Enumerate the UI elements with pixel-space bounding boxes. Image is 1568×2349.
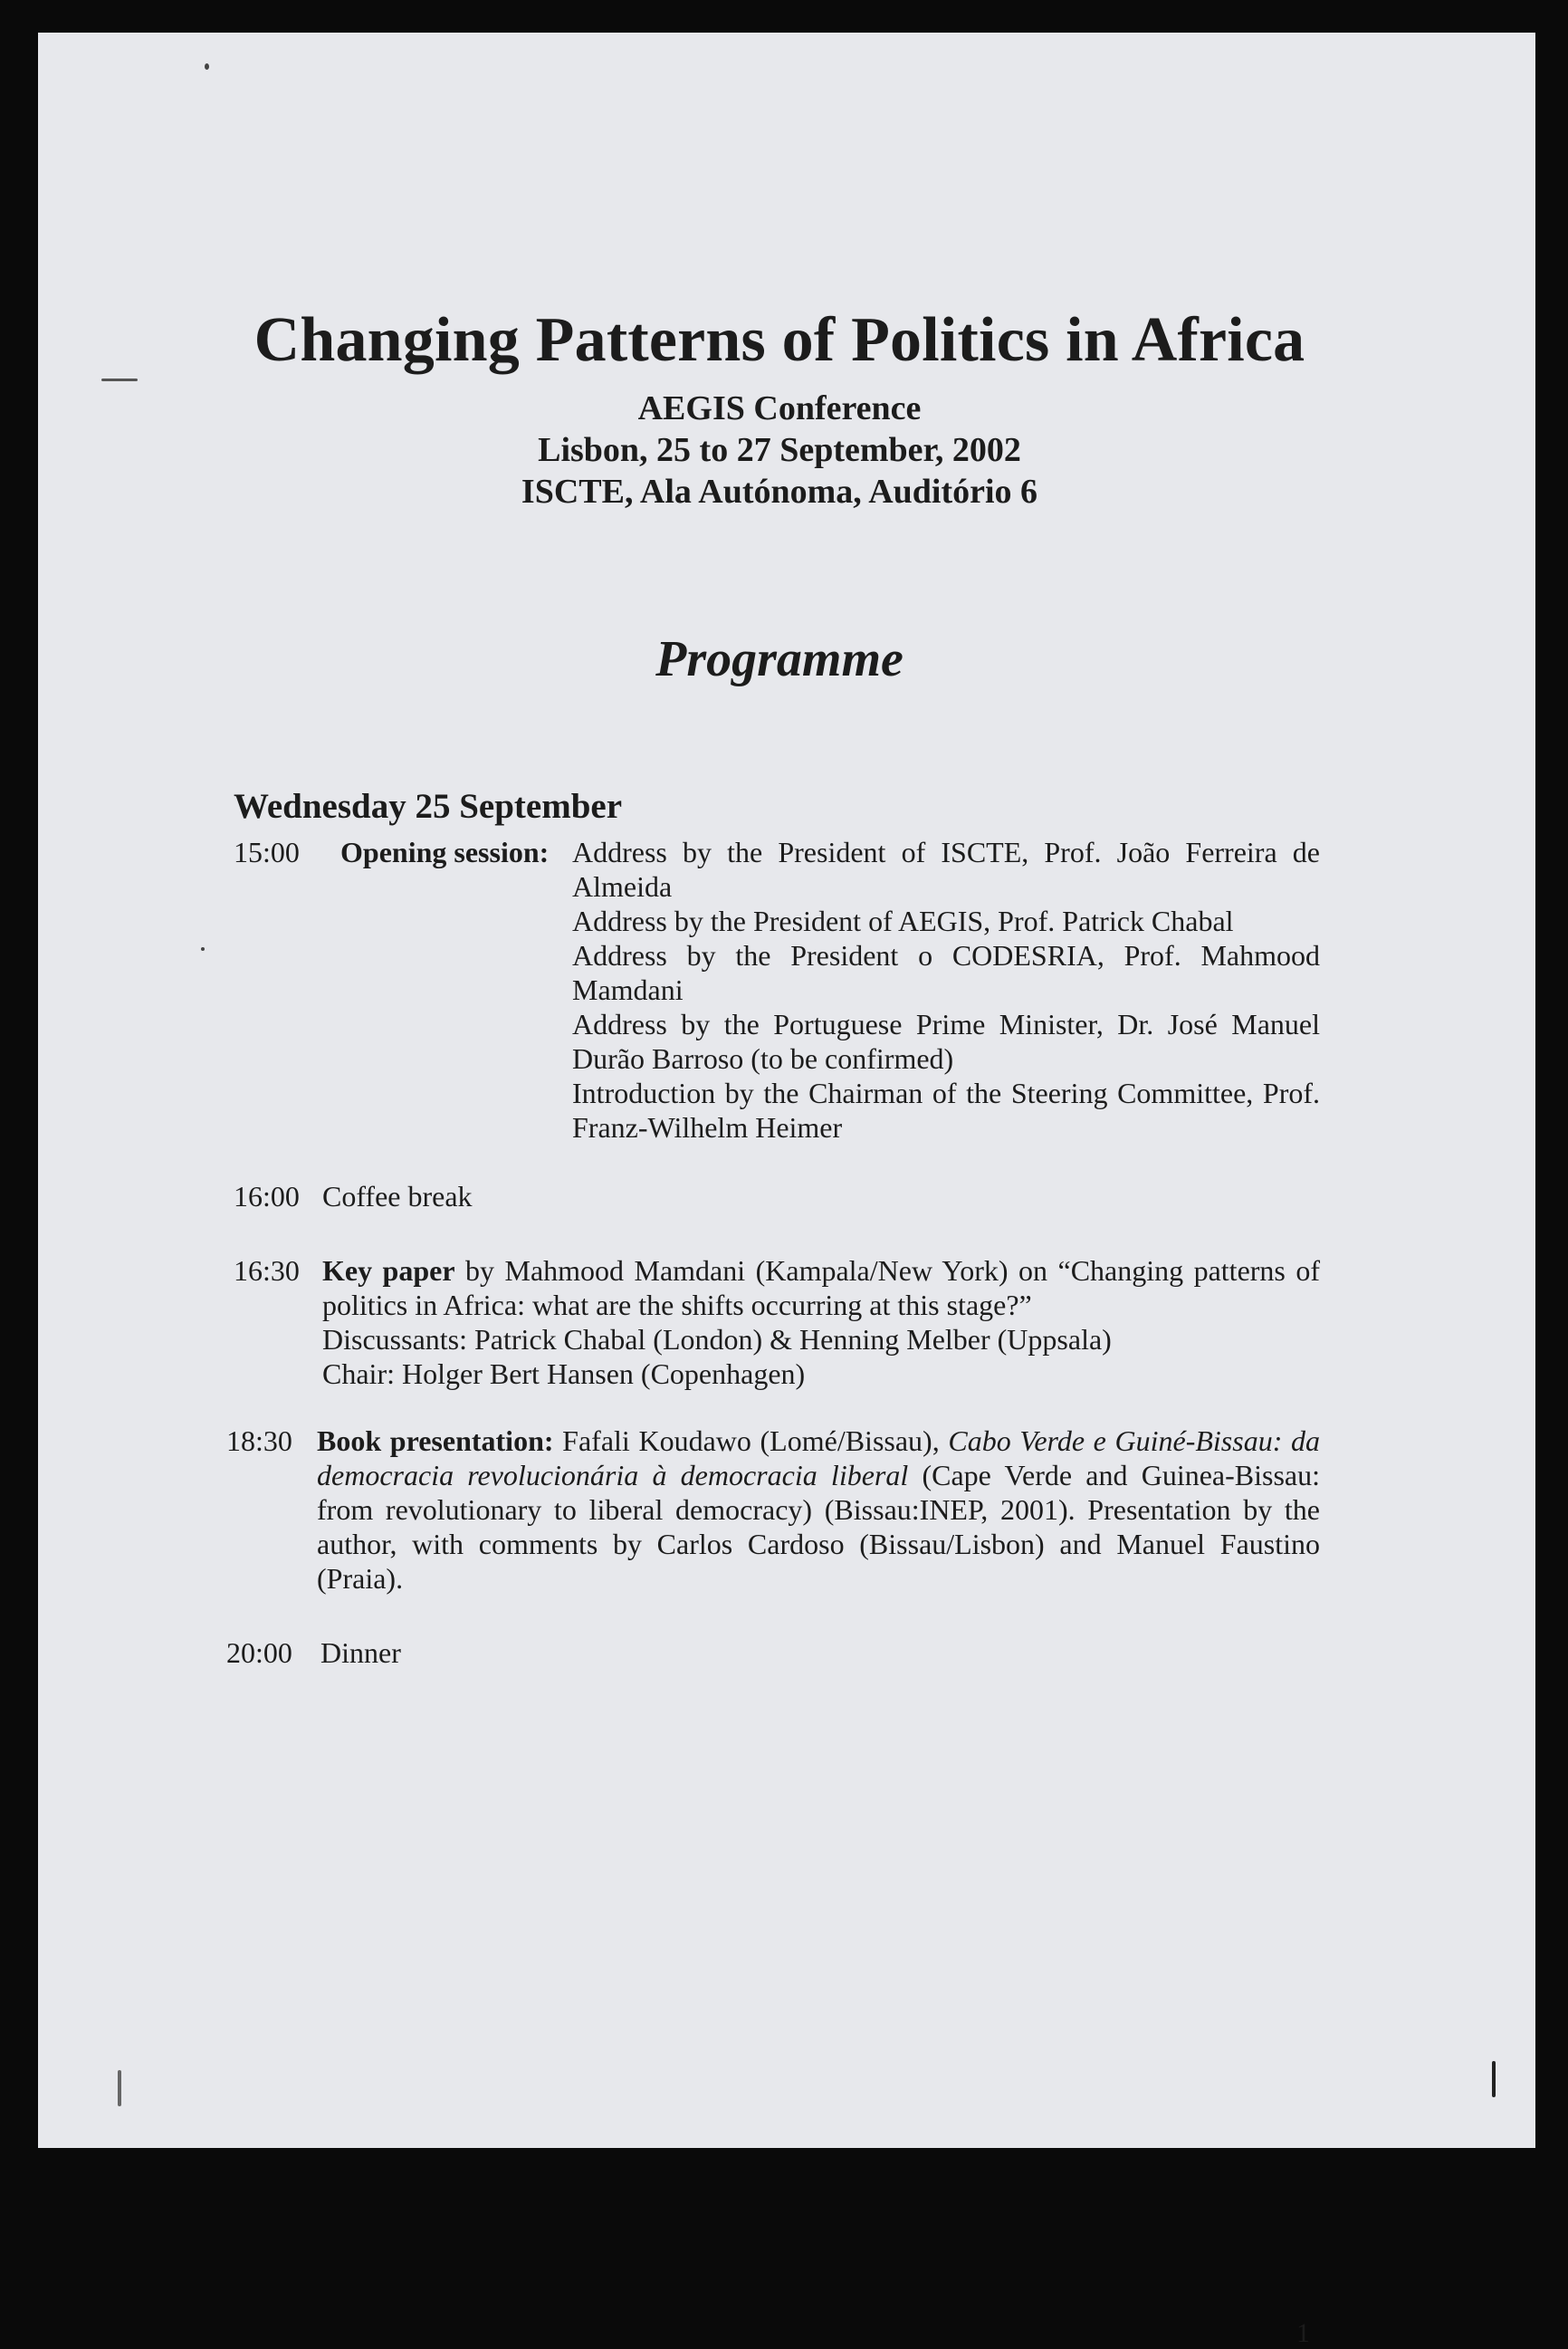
session-time: 16:00 — [234, 1180, 300, 1213]
conference-venue: ISCTE, Ala Autónoma, Auditório 6 — [521, 473, 1038, 511]
key-paper-description — [322, 1253, 1320, 1322]
session-text: (Cape Verde and Guinea-Bissau: from revolutionary to liberal democracy) (Bissau:INEP, 2001). Presentation by the author, with comments by Carlos Cardoso (Bissau/Lisbon) and Manuel Faustino (Praia). — [317, 1459, 1320, 1595]
programme-heading: Programme — [655, 631, 904, 687]
session-text: Coffee break — [322, 1180, 473, 1213]
opening-item: Address by the President o CODESRIA, Prof. Mahmood Mamdani — [572, 939, 1320, 1006]
opening-item: Address by the President of AEGIS, Prof. Patrick Chabal — [572, 905, 1234, 937]
session-text: Fafali Koudawo (Lomé/Bissau), — [553, 1424, 949, 1457]
key-paper-block — [322, 1253, 1320, 1391]
conference-dates: Lisbon, 25 to 27 September, 2002 — [538, 431, 1021, 469]
scan-mark — [118, 2070, 121, 2106]
scan-mark — [101, 379, 138, 381]
scan-speck — [201, 947, 205, 951]
session-label: Key paper — [322, 1254, 455, 1287]
page-number: 1 — [1296, 2318, 1310, 2348]
session-time: 16:30 — [234, 1254, 300, 1287]
scan-mark — [1492, 2061, 1496, 2097]
opening-item: Address by the President of ISCTE, Prof. João Ferreira de Almeida — [572, 836, 1320, 903]
opening-session-items — [572, 835, 1320, 1145]
session-label: Opening session: — [340, 836, 550, 868]
opening-item: Introduction by the Chairman of the Steering Committee, Prof. Franz-Wilhelm Heimer — [572, 1077, 1320, 1144]
chair: Chair: Holger Bert Hansen (Copenhagen) — [322, 1357, 806, 1390]
session-time: 15:00 — [234, 836, 300, 868]
document-title: Changing Patterns of Politics in Africa — [253, 305, 1305, 375]
session-time: 18:30 — [226, 1424, 292, 1457]
book-presentation-description — [317, 1424, 1320, 1596]
document-page — [38, 33, 1535, 2348]
session-label: Book presentation: — [317, 1424, 554, 1457]
session-time: 20:00 — [226, 1636, 292, 1669]
day-heading: Wednesday 25 September — [234, 787, 622, 826]
book-presentation-block — [317, 1424, 1320, 1596]
opening-item: Address by the Portuguese Prime Minister, Dr. José Manuel Durão Barroso (to be confirmed) — [572, 1008, 1320, 1075]
scan-speck — [205, 63, 209, 70]
conference-name: AEGIS Conference — [637, 389, 922, 427]
session-text: by Mahmood Mamdani (Kampala/New York) on “Changing patterns of politics in Africa: what are the shifts occurring at this stage?” — [322, 1254, 1321, 1321]
book-title: Cabo Verde e Guiné-Bissau: da democracia revolucionária à democracia liberal — [317, 1424, 1321, 1491]
session-text: Dinner — [320, 1636, 401, 1669]
discussants: Discussants: Patrick Chabal (London) & Henning Melber (Uppsala) — [322, 1323, 1112, 1356]
